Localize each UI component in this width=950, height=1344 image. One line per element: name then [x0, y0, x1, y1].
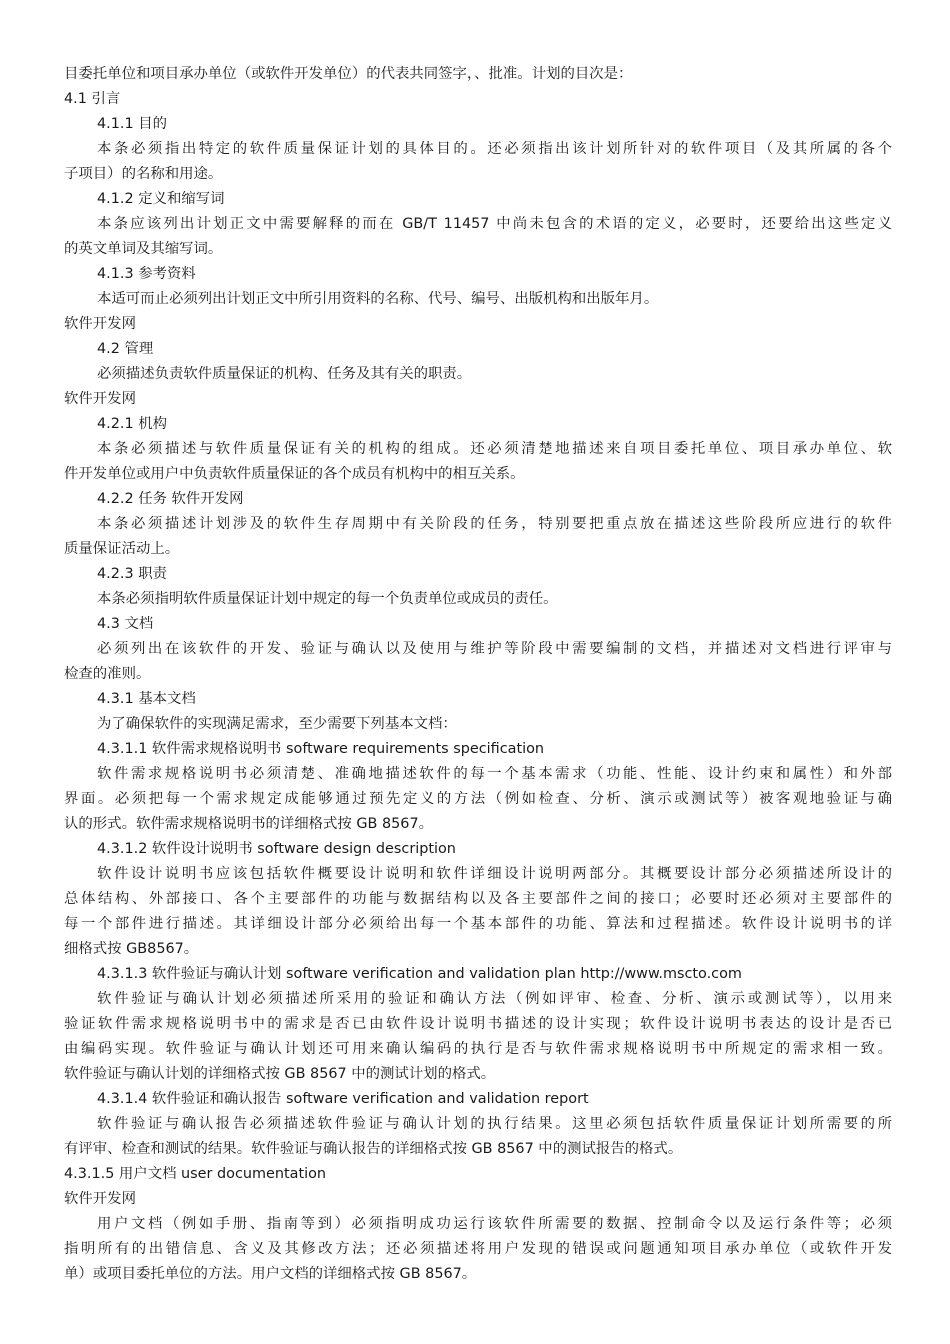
- paragraph-line: 必须描述负责软件质量保证的机构、任务及其有关的职责。: [97, 366, 472, 382]
- subsection-heading: 4.1.1 目的: [97, 116, 167, 132]
- subsection-heading: 4.3.1.2 软件设计说明书 software design description: [97, 841, 456, 857]
- paragraph-line: 件开发单位或用户中负责软件质量保证的各个成员有机构中的相互关系。: [64, 466, 525, 482]
- paragraph-line: 单）或项目委托单位的方法。用户文档的详细格式按 GB 8567。: [64, 1266, 477, 1282]
- paragraph-line: 由编码实现。软件验证与确认计划还可用来确认编码的执行是否与软件需求规格说明书中所规定的需求相一致。: [64, 1041, 892, 1057]
- paragraph-line: 界面。必须把每一个需求规定成能够通过预先定义的方法（例如检查、分析、演示或测试等）被客观地验证与确: [64, 791, 892, 807]
- paragraph-line: 软件验证与确认计划必须描述所采用的验证和确认方法（例如评审、检查、分析、演示或测试等），以用来: [97, 991, 892, 1007]
- subsection-heading: 4.3.1.5 用户文档 user documentation: [64, 1166, 327, 1182]
- paragraph-line: 为了确保软件的实现满足需求，至少需要下列基本文档：: [97, 716, 457, 732]
- paragraph-line: 软件需求规格说明书必须清楚、准确地描述软件的每一个基本需求（功能、性能、设计约束和属性）和外部: [97, 766, 892, 782]
- subsection-heading: 4.1.3 参考资料: [97, 266, 196, 282]
- paragraph-line: 有评审、检查和测试的结果。软件验证与确认报告的详细格式按 GB 8567 中的测试报告的格式。: [64, 1141, 683, 1157]
- paragraph-line: 软件验证与确认报告必须描述软件验证与确认计划的执行结果。这里必须包括软件质量保证计划所需要的所: [97, 1116, 892, 1132]
- watermark-text: 软件开发网: [64, 316, 136, 332]
- paragraph-line: 本条必须描述与软件质量保证有关的机构的组成。还必须清楚地描述来自项目委托单位、项目承办单位、软: [97, 441, 892, 457]
- paragraph-line: 质量保证活动上。: [64, 541, 180, 557]
- paragraph-line: 认的形式。软件需求规格说明书的详细格式按 GB 8567。: [64, 816, 434, 832]
- section-heading: 4.2 管理: [97, 341, 154, 357]
- paragraph-line: 子项目）的名称和用途。: [64, 166, 223, 182]
- subsection-heading: 4.2.3 职责: [97, 566, 167, 582]
- paragraph-line: 本条必须指明软件质量保证计划中规定的每一个负责单位或成员的责任。: [97, 591, 558, 607]
- paragraph-line: 本条必须描述计划涉及的软件生存周期中有关阶段的任务，特别要把重点放在描述这些阶段所应进行的软件: [97, 516, 892, 532]
- paragraph-line: 本适可而止必须列出计划正文中所引用资料的名称、代号、编号、出版机构和出版年月。: [97, 291, 659, 307]
- subsection-heading: 4.2.2 任务 软件开发网: [97, 491, 244, 507]
- paragraph-line: 指明所有的出错信息、含义及其修改方法；还必须描述将用户发现的错误或问题通知项目承办单位（或软件开发: [64, 1241, 892, 1257]
- paragraph-line: 检查的准则。: [64, 666, 151, 682]
- subsection-heading: 4.3.1 基本文档: [97, 691, 196, 707]
- paragraph-line: 每一个部件进行描述。其详细设计部分必须给出每一个基本部件的功能、算法和过程描述。软件设计说明书的详: [64, 916, 892, 932]
- paragraph-line: 必须列出在该软件的开发、验证与确认以及使用与维护等阶段中需要编制的文档，并描述对文档进行评审与: [97, 641, 892, 657]
- subsection-heading: 4.1.2 定义和缩写词: [97, 191, 225, 207]
- paragraph-line: 软件设计说明书应该包括软件概要设计说明和软件详细设计说明两部分。其概要设计部分必须描述所设计的: [97, 866, 892, 882]
- paragraph-line: 细格式按 GB8567。: [64, 941, 199, 957]
- section-heading: 4.3 文档: [97, 616, 154, 632]
- paragraph-line: 总体结构、外部接口、各个主要部件的功能与数据结构以及各主要部件之间的接口；必要时还必须对主要部件的: [64, 891, 892, 907]
- paragraph-line: 软件验证与确认计划的详细格式按 GB 8567 中的测试计划的格式。: [64, 1066, 496, 1082]
- paragraph-line: 本条必须指出特定的软件质量保证计划的具体目的。还必须指出该计划所针对的软件项目（及其所属的各个: [97, 141, 892, 157]
- paragraph-line: 验证软件需求规格说明书中的需求是否已由软件设计说明书描述的设计实现；软件设计说明书表达的设计是否已: [64, 1016, 892, 1032]
- subsection-heading: 4.3.1.1 软件需求规格说明书 software requirements specification: [97, 741, 545, 757]
- subsection-heading: 4.3.1.4 软件验证和确认报告 software verification and validation report: [97, 1091, 589, 1107]
- watermark-text: 软件开发网: [64, 391, 136, 407]
- section-heading: 4.1 引言: [64, 91, 121, 107]
- paragraph-line: 用户文档（例如手册、指南等到）必须指明成功运行该软件所需要的数据、控制命令以及运行条件等；必须: [97, 1216, 892, 1232]
- paragraph-line: 本条应该列出计划正文中需要解释的而在 GB/T 11457 中尚未包含的术语的定义，必要时，还要给出这些定义: [97, 216, 892, 232]
- subsection-heading: 4.3.1.3 软件验证与确认计划 software verification and validation plan http://www.mscto.com: [97, 966, 742, 982]
- watermark-text: 软件开发网: [64, 1191, 136, 1207]
- subsection-heading: 4.2.1 机构: [97, 416, 167, 432]
- doc-line: 目委托单位和项目承办单位（或软件开发单位）的代表共同签字，、批准。计划的目次是：: [64, 66, 633, 82]
- paragraph-line: 的英文单词及其缩写词。: [64, 241, 223, 257]
